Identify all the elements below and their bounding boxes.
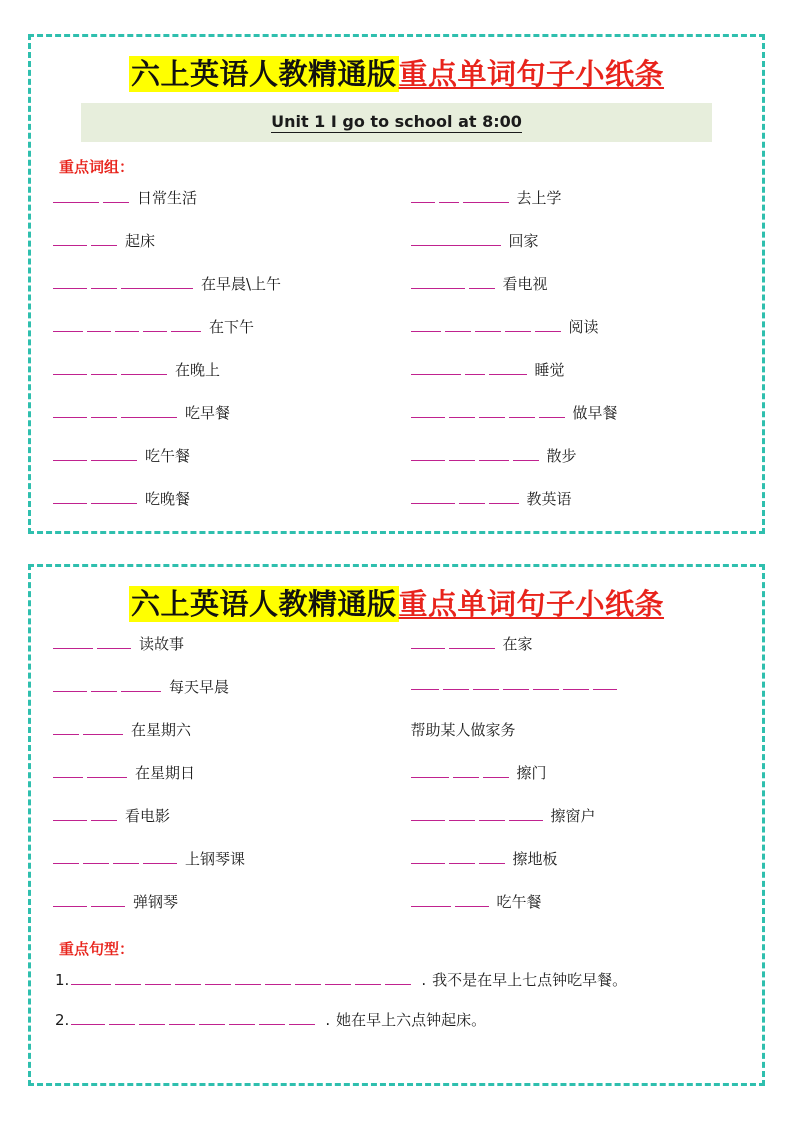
card1-word-item-left-2[interactable] <box>53 230 397 267</box>
word-meaning-label: 擦地板 <box>512 849 558 868</box>
answer-blank[interactable] <box>199 1011 225 1025</box>
card-1-title <box>49 59 744 91</box>
answer-blank[interactable] <box>449 807 475 821</box>
answer-blank[interactable] <box>509 404 535 418</box>
card1-word-item-right-2[interactable] <box>397 230 741 267</box>
word-meaning-label: 教英语 <box>526 489 572 508</box>
sentence-period: . <box>421 970 427 989</box>
sentence-translation: 我不是在早上七点钟吃早餐。 <box>432 970 628 989</box>
answer-blank[interactable] <box>259 1011 285 1025</box>
answer-blank[interactable] <box>91 404 117 418</box>
title-red-part: 重点单词句子小纸条 <box>398 57 665 91</box>
card2-word-item-blanks[interactable] <box>53 807 117 821</box>
answer-blank[interactable] <box>265 971 291 985</box>
answer-blank[interactable] <box>87 764 127 778</box>
word-meaning-label: 在家 <box>502 634 533 653</box>
answer-blank[interactable] <box>445 318 471 332</box>
card2-word-item-blanks[interactable] <box>411 676 617 690</box>
answer-blank[interactable] <box>449 404 475 418</box>
card1-word-item-blanks[interactable] <box>53 447 137 461</box>
answer-blank[interactable] <box>97 635 131 649</box>
answer-blank[interactable] <box>479 404 505 418</box>
card2-word-item-right-6[interactable] <box>397 848 741 885</box>
card2-word-item-right-2[interactable] <box>397 676 741 713</box>
card2-word-item-left-4[interactable] <box>53 762 397 799</box>
title-red-part: 重点单词句子小纸条 <box>398 587 665 621</box>
title-black-part: 六上英语人教精通版 <box>130 587 397 621</box>
worksheet-card-2 <box>28 564 765 1086</box>
answer-blank[interactable] <box>83 850 109 864</box>
card2-word-item-blanks[interactable] <box>411 850 505 864</box>
answer-blank[interactable] <box>103 189 129 203</box>
card1-word-item-blanks[interactable] <box>53 361 167 375</box>
answer-blank[interactable] <box>475 318 501 332</box>
card1-word-item-blanks[interactable] <box>411 318 561 332</box>
card2-word-item-left-7[interactable] <box>53 891 397 928</box>
answer-blank[interactable] <box>121 678 161 692</box>
answer-blank[interactable] <box>91 893 125 907</box>
answer-blank[interactable] <box>143 850 177 864</box>
card1-word-item-blanks[interactable] <box>53 189 129 203</box>
answer-blank[interactable] <box>145 971 171 985</box>
word-meaning-label: 做早餐 <box>572 403 618 422</box>
answer-blank[interactable] <box>411 893 451 907</box>
answer-blank[interactable] <box>53 232 87 246</box>
answer-blank[interactable] <box>411 764 449 778</box>
answer-blank[interactable] <box>453 764 479 778</box>
word-meaning-label: 每天早晨 <box>169 677 230 696</box>
answer-blank[interactable] <box>53 635 93 649</box>
word-meaning-label: 回家 <box>508 231 539 250</box>
answer-blank[interactable] <box>539 404 565 418</box>
word-meaning-label: 在星期六 <box>131 720 192 739</box>
answer-blank[interactable] <box>411 850 445 864</box>
card1-word-item-right-7[interactable] <box>397 445 741 482</box>
word-meaning-label: 吃晚餐 <box>145 489 191 508</box>
answer-blank[interactable] <box>91 490 137 504</box>
answer-blank[interactable] <box>83 721 123 735</box>
card1-word-item-left-8[interactable] <box>53 488 397 525</box>
answer-blank[interactable] <box>53 850 79 864</box>
card1-word-item-blanks[interactable] <box>411 490 519 504</box>
answer-blank[interactable] <box>53 275 87 289</box>
answer-blank[interactable] <box>53 404 87 418</box>
card2-word-item-right-7[interactable] <box>397 891 741 928</box>
card1-word-item-blanks[interactable] <box>53 490 137 504</box>
answer-blank[interactable] <box>489 490 519 504</box>
card2-word-item-left-1[interactable] <box>53 633 397 670</box>
card2-word-item-blanks[interactable] <box>53 678 161 692</box>
answer-blank[interactable] <box>121 404 177 418</box>
answer-blank[interactable] <box>91 447 137 461</box>
card1-word-item-blanks[interactable] <box>411 404 565 418</box>
word-meaning-label: 在早晨\上午 <box>201 274 282 293</box>
answer-blank[interactable] <box>593 676 617 690</box>
unit-banner-label: Unit 1 I go to school at 8:00 <box>271 111 522 131</box>
answer-blank[interactable] <box>91 678 117 692</box>
answer-blank[interactable] <box>459 490 485 504</box>
answer-blank[interactable] <box>469 275 495 289</box>
word-meaning-label: 睡觉 <box>534 360 565 379</box>
card2-word-item-right-1[interactable] <box>397 633 741 670</box>
card2-word-item-blanks[interactable] <box>53 893 125 907</box>
card2-word-item-blanks[interactable] <box>411 635 495 649</box>
answer-blank[interactable] <box>411 232 501 246</box>
answer-blank[interactable] <box>115 971 141 985</box>
card2-word-item-blanks[interactable] <box>53 764 127 778</box>
card1-word-item-right-8[interactable] <box>397 488 741 525</box>
answer-blank[interactable] <box>143 318 167 332</box>
answer-blank[interactable] <box>355 971 381 985</box>
sentence-row-1[interactable] <box>55 969 738 1009</box>
word-meaning-label: 起床 <box>125 231 156 250</box>
answer-blank[interactable] <box>535 318 561 332</box>
answer-blank[interactable] <box>463 189 509 203</box>
card2-word-item-blanks[interactable] <box>411 764 509 778</box>
word-meaning-label: 去上学 <box>516 188 562 207</box>
answer-blank[interactable] <box>91 275 117 289</box>
card2-word-item-right-4[interactable] <box>397 762 741 799</box>
card1-word-item-left-1[interactable] <box>53 187 397 224</box>
card1-word-item-left-7[interactable] <box>53 445 397 482</box>
card2-word-item-left-3[interactable] <box>53 719 397 756</box>
answer-blank[interactable] <box>325 971 351 985</box>
answer-blank[interactable] <box>53 490 87 504</box>
answer-blank[interactable] <box>115 318 139 332</box>
card-1-section-heading: 重点词组： <box>59 157 135 176</box>
answer-blank[interactable] <box>53 678 87 692</box>
card1-word-item-blanks[interactable] <box>411 361 527 375</box>
answer-blank[interactable] <box>411 635 445 649</box>
answer-blank[interactable] <box>483 764 509 778</box>
answer-blank[interactable] <box>411 361 461 375</box>
word-meaning-label: 弹钢琴 <box>133 892 179 911</box>
answer-blank[interactable] <box>295 971 321 985</box>
sentence-row-2[interactable] <box>55 1009 738 1049</box>
answer-blank[interactable] <box>385 971 411 985</box>
title-black-part: 六上英语人教精通版 <box>130 57 397 91</box>
answer-blank[interactable] <box>229 1011 255 1025</box>
answer-blank[interactable] <box>113 850 139 864</box>
word-meaning-label: 日常生活 <box>137 188 198 207</box>
answer-blank[interactable] <box>479 850 505 864</box>
sentence-list <box>49 969 744 1049</box>
card1-word-item-blanks[interactable] <box>53 275 193 289</box>
card2-word-item-blanks[interactable] <box>53 635 131 649</box>
card1-word-item-blanks[interactable] <box>53 404 177 418</box>
answer-blank[interactable] <box>109 1011 135 1025</box>
answer-blank[interactable] <box>411 447 445 461</box>
answer-blank[interactable] <box>489 361 527 375</box>
word-meaning-label: 吃早餐 <box>185 403 231 422</box>
answer-blank[interactable] <box>91 807 117 821</box>
answer-blank[interactable] <box>449 635 495 649</box>
card2-word-item-blanks[interactable] <box>53 850 177 864</box>
word-meaning-label: 看电视 <box>502 274 548 293</box>
answer-blank[interactable] <box>505 318 531 332</box>
answer-blank[interactable] <box>411 676 439 690</box>
answer-blank[interactable] <box>87 318 111 332</box>
card1-word-item-right-5[interactable] <box>397 359 741 396</box>
answer-blank[interactable] <box>533 676 559 690</box>
answer-blank[interactable] <box>509 807 543 821</box>
card-2-title <box>49 589 744 621</box>
answer-blank[interactable] <box>411 275 465 289</box>
answer-blank[interactable] <box>449 850 475 864</box>
card1-word-item-blanks[interactable] <box>411 232 501 246</box>
card1-word-item-left-4[interactable] <box>53 316 397 353</box>
answer-blank[interactable] <box>439 189 459 203</box>
unit-banner <box>81 103 712 142</box>
answer-blank[interactable] <box>53 447 87 461</box>
card1-word-item-blanks[interactable] <box>411 189 509 203</box>
answer-blank[interactable] <box>411 318 441 332</box>
word-meaning-label: 散步 <box>546 446 577 465</box>
answer-blank[interactable] <box>411 490 455 504</box>
answer-blank[interactable] <box>465 361 485 375</box>
card1-word-item-blanks[interactable] <box>411 275 495 289</box>
card1-word-item-left-3[interactable] <box>53 273 397 310</box>
word-meaning-label: 擦门 <box>516 763 547 782</box>
answer-blank[interactable] <box>169 1011 195 1025</box>
card-2-word-grid <box>49 633 744 928</box>
word-meaning-label: 擦窗户 <box>550 806 596 825</box>
card2-word-item-right-3[interactable] <box>397 719 741 756</box>
answer-blank[interactable] <box>411 404 445 418</box>
card-1-word-grid <box>49 187 744 525</box>
answer-blank[interactable] <box>71 1011 105 1025</box>
answer-blank[interactable] <box>411 807 445 821</box>
word-meaning-label: 帮助某人做家务 <box>410 720 516 739</box>
answer-blank[interactable] <box>503 676 529 690</box>
answer-blank[interactable] <box>53 721 79 735</box>
word-meaning-label: 在星期日 <box>135 763 196 782</box>
card1-word-item-blanks[interactable] <box>53 318 201 332</box>
answer-blank[interactable] <box>53 893 87 907</box>
card1-word-item-right-6[interactable] <box>397 402 741 439</box>
answer-blank[interactable] <box>139 1011 165 1025</box>
sentence-period: . <box>325 1010 331 1029</box>
card2-word-item-left-5[interactable] <box>53 805 397 842</box>
card-2-section-heading: 重点句型： <box>59 939 135 958</box>
answer-blank[interactable] <box>121 275 193 289</box>
answer-blank[interactable] <box>411 189 435 203</box>
answer-blank[interactable] <box>175 971 201 985</box>
answer-blank[interactable] <box>479 447 509 461</box>
answer-blank[interactable] <box>53 318 83 332</box>
answer-blank[interactable] <box>53 361 87 375</box>
card1-word-item-right-4[interactable] <box>397 316 741 353</box>
word-meaning-label: 在下午 <box>209 317 255 336</box>
word-meaning-label: 在晚上 <box>175 360 221 379</box>
answer-blank[interactable] <box>473 676 499 690</box>
card2-word-item-left-6[interactable] <box>53 848 397 885</box>
card2-word-item-right-5[interactable] <box>397 805 741 842</box>
answer-blank[interactable] <box>513 447 539 461</box>
answer-blank[interactable] <box>455 893 489 907</box>
answer-blank[interactable] <box>53 807 87 821</box>
answer-blank[interactable] <box>235 971 261 985</box>
sentence-1-blanks[interactable] <box>71 971 411 985</box>
card1-word-item-right-1[interactable] <box>397 187 741 224</box>
answer-blank[interactable] <box>479 807 505 821</box>
answer-blank[interactable] <box>91 232 117 246</box>
card2-word-item-blanks[interactable] <box>411 893 489 907</box>
worksheet-card-1 <box>28 34 765 534</box>
sentence-number: 2. <box>55 1010 70 1029</box>
answer-blank[interactable] <box>289 1011 315 1025</box>
word-meaning-label: 读故事 <box>139 634 185 653</box>
answer-blank[interactable] <box>91 361 117 375</box>
answer-blank[interactable] <box>71 971 111 985</box>
answer-blank[interactable] <box>563 676 589 690</box>
sentence-translation: 她在早上六点钟起床。 <box>336 1010 487 1029</box>
answer-blank[interactable] <box>171 318 201 332</box>
word-meaning-label: 吃午餐 <box>496 892 542 911</box>
card1-word-item-left-5[interactable] <box>53 359 397 396</box>
answer-blank[interactable] <box>53 764 83 778</box>
answer-blank[interactable] <box>53 189 99 203</box>
card2-word-item-blanks[interactable] <box>53 721 123 735</box>
answer-blank[interactable] <box>121 361 167 375</box>
word-meaning-label: 上钢琴课 <box>185 849 246 868</box>
card1-word-item-blanks[interactable] <box>53 232 117 246</box>
word-meaning-label: 看电影 <box>125 806 171 825</box>
word-meaning-label: 吃午餐 <box>145 446 191 465</box>
card1-word-item-right-3[interactable] <box>397 273 741 310</box>
card2-word-item-left-2[interactable] <box>53 676 397 713</box>
card2-word-item-blanks[interactable] <box>411 807 543 821</box>
card1-word-item-blanks[interactable] <box>411 447 539 461</box>
card1-word-item-left-6[interactable] <box>53 402 397 439</box>
answer-blank[interactable] <box>449 447 475 461</box>
answer-blank[interactable] <box>443 676 469 690</box>
sentence-2-blanks[interactable] <box>71 1011 315 1025</box>
word-meaning-label: 阅读 <box>568 317 599 336</box>
answer-blank[interactable] <box>205 971 231 985</box>
sentence-number: 1. <box>55 970 70 989</box>
